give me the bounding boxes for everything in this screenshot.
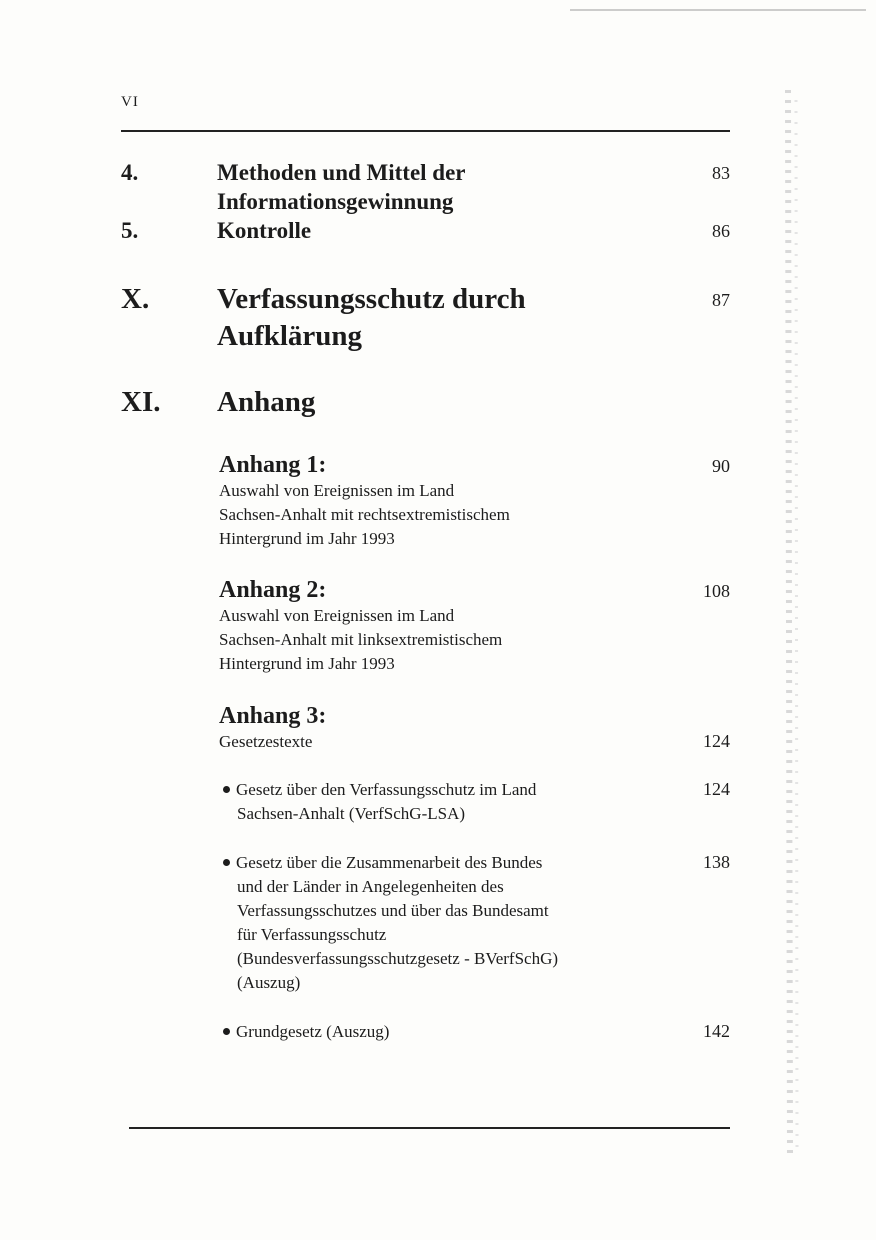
entry-x-title-line-2: Aufklärung: [217, 320, 363, 352]
anhang-2-description: [219, 604, 502, 676]
anhang-3-subtitle: Gesetzestexte: [219, 732, 313, 751]
law-1-line-1: Gesetz über den Verfassungsschutz im Land: [236, 780, 537, 799]
entry-4-title-line-2: Informationsgewinnung: [217, 189, 454, 214]
anhang-1-line-3: Hintergrund im Jahr 1993: [219, 529, 395, 548]
anhang-3-page: 124: [703, 731, 730, 751]
law-1-page: 124: [703, 779, 730, 799]
page-number-roman: VI: [121, 94, 139, 110]
bullet-dot: [223, 859, 230, 866]
bottom-rule: [129, 1127, 730, 1129]
anhang-2-line-3: Hintergrund im Jahr 1993: [219, 654, 395, 673]
anhang-1-line-1: Auswahl von Ereignissen im Land: [219, 481, 455, 500]
law-2-line-3: Verfassungsschutzes und über das Bundesamt: [237, 901, 549, 920]
anhang-1-line-2: Sachsen-Anhalt mit rechtsextremistischem: [219, 505, 510, 524]
law-item-2: [223, 851, 558, 995]
law-1-line-2: Sachsen-Anhalt (VerfSchG-LSA): [237, 804, 466, 823]
entry-5-number: 5.: [121, 218, 139, 243]
anhang-2-line-1: Auswahl von Ereignissen im Land: [219, 606, 455, 625]
entry-x-title: [217, 281, 526, 355]
entry-4-title: [217, 158, 466, 216]
bullet-dot: [223, 786, 230, 793]
entry-xi-title: Anhang: [217, 386, 316, 418]
anhang-1-heading: Anhang 1:: [219, 452, 327, 478]
anhang-1-description: [219, 479, 510, 551]
law-item-3: [223, 1020, 389, 1044]
anhang-3-heading: Anhang 3:: [219, 703, 327, 729]
law-item-1: [223, 778, 536, 826]
entry-x-title-line-1: Verfassungsschutz durch: [217, 283, 526, 315]
law-2-line-4: für Verfassungsschutz: [237, 925, 387, 944]
law-2-line-2: und der Länder in Angelegenheiten des: [237, 877, 504, 896]
law-3-line-1: Grundgesetz (Auszug): [236, 1022, 390, 1041]
anhang-2-page: 108: [703, 581, 730, 601]
entry-x-number: X.: [121, 283, 150, 315]
anhang-2-heading: Anhang 2:: [219, 577, 327, 603]
entry-5-title: Kontrolle: [217, 218, 312, 243]
entry-4-title-line-1: Methoden und Mittel der: [217, 160, 466, 185]
anhang-2-line-2: Sachsen-Anhalt mit linksextremistischem: [219, 630, 503, 649]
top-rule: [121, 130, 730, 132]
entry-4-number: 4.: [121, 160, 139, 185]
entry-xi-number: XI.: [121, 386, 161, 418]
law-2-page: 138: [703, 852, 730, 872]
entry-4-page: 83: [712, 163, 730, 183]
entry-x-page: 87: [712, 290, 730, 310]
law-3-page: 142: [703, 1021, 730, 1041]
bullet-dot: [223, 1028, 230, 1035]
law-2-line-5: (Bundesverfassungsschutzgesetz - BVerfSchG): [237, 949, 559, 968]
entry-5-page: 86: [712, 221, 730, 241]
law-2-line-6: (Auszug): [237, 973, 301, 992]
anhang-1-page: 90: [712, 456, 730, 476]
law-2-line-1: Gesetz über die Zusammenarbeit des Bundes: [236, 853, 543, 872]
